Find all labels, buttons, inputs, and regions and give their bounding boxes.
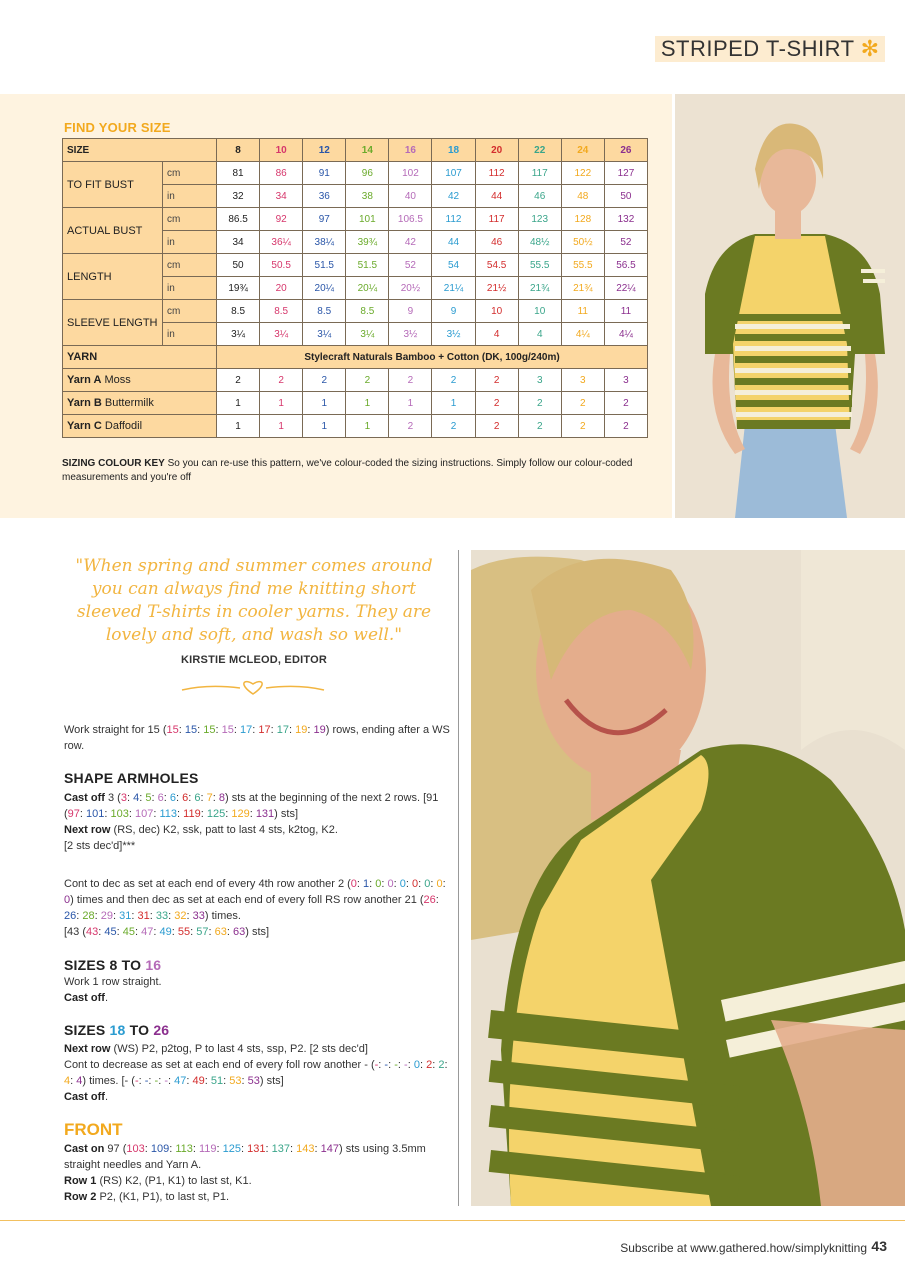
yarn-amount-cell: 2 [518,392,561,415]
yarn-amount-cell: 2 [389,369,432,392]
yarn-amount-cell: 1 [303,415,346,438]
size-header-cell: 10 [260,139,303,162]
yarn-amount-cell: 3 [561,369,604,392]
yarn-header-label: YARN [63,346,217,369]
sizing-colour-key [62,457,662,485]
measure-label: SLEEVE LENGTH [63,300,163,346]
measure-cell: 91 [303,162,346,185]
measure-cell: 46 [518,185,561,208]
measure-cell: 4 [475,323,518,346]
size-header-cell: 18 [432,139,475,162]
size-header-cell: 22 [518,139,561,162]
measure-cell: 44 [432,231,475,254]
measure-cell: 36 [303,185,346,208]
find-your-size-title: FIND YOUR SIZE [64,120,171,135]
measure-cell: 117 [475,208,518,231]
shape-armholes-heading: SHAPE ARMHOLES [64,770,199,786]
measure-cell: 122 [561,162,604,185]
model-photo-large [471,550,905,1206]
intro-paragraph: Work straight for 15 (15: 15: 15: 15: 17: 17: 17: 19: 19) rows, ending after a WS row. [64,724,450,752]
measure-cell: 96 [346,162,389,185]
measure-cell: 20 [260,277,303,300]
sizes-18-26-heading: SIZES 18 TO 26 [64,1022,170,1038]
measure-cell: 54 [432,254,475,277]
measure-cell: 117 [518,162,561,185]
measure-cell: 51.5 [346,254,389,277]
front-instructions: Cast on 97 (103: 109: 113: 119: 125: 131: 137: 143: 147) sts using 3.5mm straight needles and Yarn A. Row 1 (RS) K2, (P1, K1) to last st, K1. Row 2 P2, (K1, P1), to last st, P1. [64,1143,426,1203]
measure-cell: 3¼ [303,323,346,346]
yarn-amount-cell: 2 [561,392,604,415]
measure-cell: 127 [604,162,647,185]
unit-in: in [163,185,217,208]
measure-cell: 9 [432,300,475,323]
measure-cell: 8.5 [303,300,346,323]
front-heading: FRONT [64,1120,123,1139]
measure-cell: 50½ [561,231,604,254]
measure-cell: 52 [389,254,432,277]
measure-cell: 8.5 [260,300,303,323]
model-photo-small [675,94,905,518]
measure-cell: 32 [217,185,260,208]
measure-cell: 4 [518,323,561,346]
yarn-amount-cell: 2 [475,392,518,415]
size-header-cell: 16 [389,139,432,162]
measure-cell: 128 [561,208,604,231]
page-title: STRIPED T-SHIRT [660,36,855,61]
yarn-amount-cell: 1 [260,415,303,438]
star-icon: ✻ [860,36,879,61]
measure-cell: 34 [260,185,303,208]
size-header-cell: 12 [303,139,346,162]
yarn-amount-cell: 2 [260,369,303,392]
measure-cell: 4¼ [604,323,647,346]
yarn-amount-cell: 2 [432,369,475,392]
measure-cell: 20½ [389,277,432,300]
yarn-amount-cell: 1 [346,392,389,415]
measure-cell: 11 [561,300,604,323]
measure-label: ACTUAL BUST [63,208,163,254]
measure-cell: 21¼ [432,277,475,300]
measure-cell: 19¾ [217,277,260,300]
measure-cell: 55.5 [561,254,604,277]
yarn-amount-cell: 1 [389,392,432,415]
measure-label: TO FIT BUST [63,162,163,208]
measure-cell: 97 [303,208,346,231]
measure-cell: 20¼ [346,277,389,300]
sizes-8-16-heading: SIZES 8 TO 16 [64,957,162,973]
size-header-cell: 26 [604,139,647,162]
measure-cell: 101 [346,208,389,231]
measure-cell: 8.5 [217,300,260,323]
measure-cell: 20¼ [303,277,346,300]
measure-cell: 21¾ [518,277,561,300]
sizes-18-26-instructions: Next row (WS) P2, p2tog, P to last 4 sts, ssp, P2. [2 sts dec'd] Cont to decrease as set at each end of every foll row another - (-: -: -: -: 0: 2: 2: 4: 4) times. [- (-: -: -: -: 47: 49: 51: 53: 53) sts] Cast off. [64,1043,448,1103]
measure-cell: 21¾ [561,277,604,300]
key-text: So you can re-use this pattern, we've colour-coded the sizing instructions. Simply follow our colour-coded measurements and you're off [62,458,633,483]
measure-cell: 86.5 [217,208,260,231]
page-number: 43 [871,1238,887,1254]
yarn-label: Yarn A Moss [63,369,217,392]
yarn-amount-cell: 2 [561,415,604,438]
measure-cell: 21½ [475,277,518,300]
measure-cell: 112 [432,208,475,231]
size-header-cell: 20 [475,139,518,162]
measure-cell: 4¼ [561,323,604,346]
size-header-cell: 14 [346,139,389,162]
measure-cell: 50 [604,185,647,208]
measure-cell: 3½ [389,323,432,346]
yarn-amount-cell: 2 [303,369,346,392]
measure-cell: 56.5 [604,254,647,277]
unit-in: in [163,323,217,346]
yarn-amount-cell: 2 [604,392,647,415]
measure-cell: 48 [561,185,604,208]
measure-cell: 22¼ [604,277,647,300]
measure-cell: 40 [389,185,432,208]
yarn-amount-cell: 2 [389,415,432,438]
measure-cell: 112 [475,162,518,185]
yarn-amount-cell: 2 [604,415,647,438]
measure-cell: 55.5 [518,254,561,277]
unit-cm: cm [163,162,217,185]
unit-cm: cm [163,208,217,231]
unit-cm: cm [163,300,217,323]
measure-cell: 3¼ [346,323,389,346]
size-header-label: SIZE [63,139,217,162]
yarn-amount-cell: 2 [475,369,518,392]
footer-divider [0,1220,905,1221]
measure-cell: 123 [518,208,561,231]
armhole-instructions: Cast off 3 (3: 4: 5: 6: 6: 6: 6: 7: 8) sts at the beginning of the next 2 rows. [91 (97: 101: 103: 107: 113: 119: 125: 129: 131) sts] Next row (RS, dec) K2, ssk, patt to last 4 sts, k2tog, K2. [2 sts dec'd]*** [64,792,439,852]
measure-cell: 34 [217,231,260,254]
measure-cell: 50 [217,254,260,277]
yarn-amount-cell: 3 [518,369,561,392]
yarn-amount-cell: 1 [346,415,389,438]
measure-cell: 42 [389,231,432,254]
measure-cell: 50.5 [260,254,303,277]
measure-cell: 11 [604,300,647,323]
measure-cell: 3¼ [260,323,303,346]
yarn-amount-cell: 2 [432,415,475,438]
measure-cell: 48½ [518,231,561,254]
measure-cell: 81 [217,162,260,185]
measure-cell: 54.5 [475,254,518,277]
measure-cell: 10 [518,300,561,323]
yarn-amount-cell: 1 [217,415,260,438]
subscribe-link[interactable]: Subscribe at www.gathered.how/simplyknitting [620,1241,867,1255]
decrease-instructions: Cont to dec as set at each end of every 4th row another 2 (0: 1: 0: 0: 0: 0: 0: 0: 0) times and then dec as set at each end of every foll RS row another 21 (26: 26: 28: 29: 31: 31: 33: 32: 33) times. [43 (43: 45: 45: 47: 49: 55: 57: 63: 63) sts] [64,878,446,938]
measure-cell: 42 [432,185,475,208]
measure-cell: 3¼ [217,323,260,346]
measure-cell: 36¼ [260,231,303,254]
measure-cell: 3½ [432,323,475,346]
measure-cell: 9 [389,300,432,323]
yarn-amount-cell: 2 [475,415,518,438]
quote-author: KIRSTIE MCLEOD, EDITOR [181,654,327,666]
measure-cell: 106.5 [389,208,432,231]
key-title: SIZING COLOUR KEY [62,458,165,469]
measure-cell: 51.5 [303,254,346,277]
sizes-8-16-instructions: Work 1 row straight. Cast off. [64,976,162,1004]
unit-cm: cm [163,254,217,277]
measure-cell: 38¼ [303,231,346,254]
editor-quote: "When spring and summer comes around you can always find me knitting short sleeved T-shirts in cooler yarns. They are lovely and soft, and wash so well." [75,556,433,645]
measure-cell: 44 [475,185,518,208]
size-header-cell: 24 [561,139,604,162]
yarn-amount-cell: 1 [303,392,346,415]
measure-cell: 39¾ [346,231,389,254]
size-header-cell: 8 [217,139,260,162]
measure-cell: 107 [432,162,475,185]
yarn-amount-cell: 2 [217,369,260,392]
yarn-label: Yarn C Daffodil [63,415,217,438]
yarn-amount-cell: 2 [346,369,389,392]
yarn-amount-cell: 3 [604,369,647,392]
yarn-name: Stylecraft Naturals Bamboo + Cotton (DK, 100g/240m) [217,346,648,369]
yarn-amount-cell: 1 [260,392,303,415]
measure-cell: 102 [389,162,432,185]
measure-cell: 46 [475,231,518,254]
column-divider [458,550,459,1206]
yarn-amount-cell: 1 [432,392,475,415]
yarn-label: Yarn B Buttermilk [63,392,217,415]
measure-cell: 92 [260,208,303,231]
measure-cell: 132 [604,208,647,231]
measure-cell: 86 [260,162,303,185]
measure-label: LENGTH [63,254,163,300]
measure-cell: 10 [475,300,518,323]
yarn-amount-cell: 2 [518,415,561,438]
size-table [62,138,648,438]
measure-cell: 52 [604,231,647,254]
yarn-amount-cell: 1 [217,392,260,415]
section-header [655,36,885,62]
measure-cell: 38 [346,185,389,208]
measure-cell: 8.5 [346,300,389,323]
unit-in: in [163,277,217,300]
heart-flourish-icon [178,676,328,698]
unit-in: in [163,231,217,254]
